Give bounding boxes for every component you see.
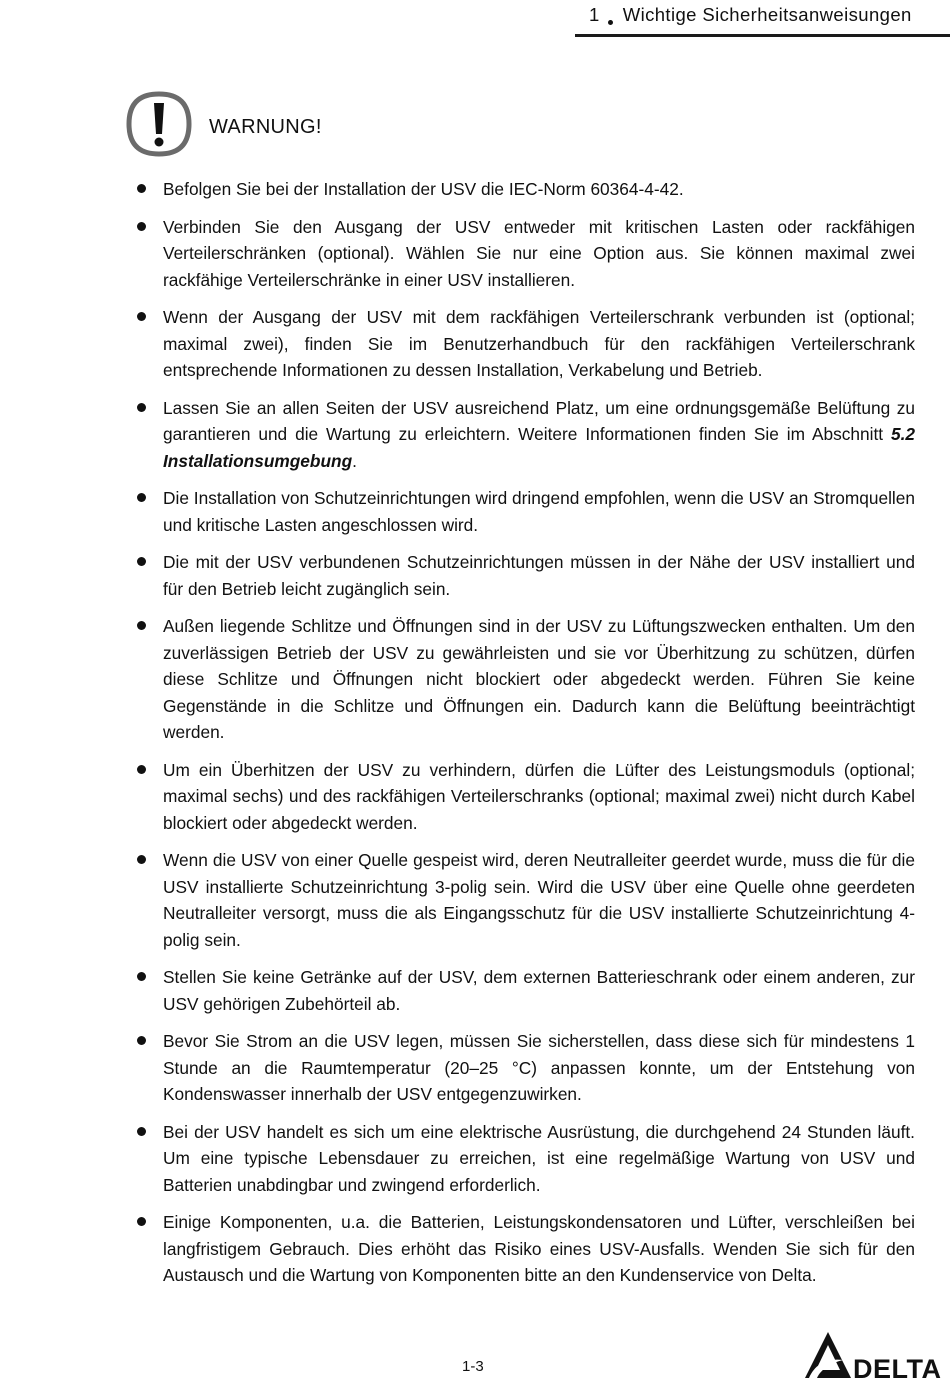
list-item [137, 1209, 915, 1289]
list-item-text: Einige Komponenten, u.a. die Batterien, Leistungskondensatoren und Lüfter, verschleißen bei langfristigem Gebrauch. Dies erhöht das Risiko eines USV-Ausfalls. Wenden Sie sich für den Austausch und die Wartung von Komponenten bitte an den Kundenservice von Delta. [163, 1212, 915, 1285]
bullet-icon [137, 557, 146, 566]
list-item [137, 613, 915, 746]
list-item-text: Die mit der USV verbundenen Schutzeinrichtungen müssen in der Nähe der USV installiert und für den Betrieb leicht zugänglich sein. [163, 552, 915, 599]
list-item [137, 847, 915, 953]
exclamation-warning-icon [126, 91, 192, 157]
bullet-icon [137, 855, 146, 864]
bullet-icon [137, 1217, 146, 1226]
list-item-text: Bei der USV handelt es sich um eine elektrische Ausrüstung, die durchgehend 24 Stunden läuft. Um eine typische Lebensdauer zu erreichen, ist eine regelmäßige Wartung von USV und Batterien unabdingbar und zwingend erforderlich. [163, 1121, 915, 1195]
list-item-text: Stellen Sie keine Getränke auf der USV, dem externen Batterieschrank oder einem anderen, zur USV gehörigen Zubehörteil ab. [163, 967, 915, 1014]
chapter-heading [589, 4, 912, 26]
bullet-icon [137, 403, 146, 412]
list-item-text: Bevor Sie Strom an die USV legen, müssen Sie sicherstellen, dass diese sich für mindestens 1 Stunde an die Raumtemperatur (20–25 °C) anpassen konnte, um der Entstehung von Kondenswasser innerhalb der USV entgegenzuwirken. [163, 1031, 915, 1104]
section-reference: 5.2 Installationsumgebung [163, 424, 915, 471]
bullet-icon [137, 493, 146, 502]
bullet-icon [137, 1127, 146, 1136]
chapter-number: 1 [589, 4, 600, 25]
bullet-icon [137, 1036, 146, 1045]
list-item-text: Befolgen Sie bei der Installation der USV die IEC-Norm 60364-4-42. [163, 179, 684, 199]
list-item [137, 176, 915, 203]
list-item-text: Wenn die USV von einer Quelle gespeist wird, deren Neutralleiter geerdet wurde, muss die für die USV installierte Schutzeinrichtung 3-polig sein. Wird die USV über eine Quelle ohne geerdeten Neutralleiter versorgt, muss die als Eingangsschutz für die USV installierte Schutzeinrichtung 4-polig sein. [163, 850, 915, 950]
list-item-text: Lassen Sie an allen Seiten der USV ausreichend Platz, um eine ordnungsgemäße Belüftung zu garantieren und die Wartung zu erleichtern. Weitere Informationen finden Sie im Abschnitt [163, 397, 915, 444]
list-item [137, 395, 915, 475]
bullet-icon [137, 312, 146, 321]
warning-label: WARNUNG! [209, 116, 322, 138]
list-item-text-end: . [352, 450, 357, 471]
chapter-separator-dot [608, 20, 613, 25]
bullet-icon [137, 972, 146, 981]
bullet-icon [137, 184, 146, 193]
list-item-text: Wenn der Ausgang der USV mit dem rackfähigen Verteilerschrank verbunden ist (optional; maximal zwei), finden Sie im Benutzerhandbuch für den rackfähigen Verteilerschrank entsprechende Informationen zu dessen Installation, Verkabelung und Betrieb. [163, 307, 915, 380]
delta-logo-text: DELTA [853, 1354, 942, 1384]
list-item-text: Außen liegende Schlitze und Öffnungen sind in der USV zu Lüftungszwecken enthalten. Um den zuverlässigen Betrieb der USV zu gewährleisten und sie vor Überhitzung zu schützen, dürfen diese Schlitze und Öffnungen nicht blockiert oder abgedeckt werden. Führen Sie keine Gegenstände in die Schlitze und Öffnungen ein. Dadurch kann die Belüftung beeinträchtigt werden. [163, 616, 915, 742]
list-item [137, 1028, 915, 1108]
list-item [137, 1119, 915, 1199]
list-item-text: Die Installation von Schutzeinrichtungen wird dringend empfohlen, wenn die USV an Stromquellen und kritische Lasten angeschlossen wird. [163, 488, 915, 535]
list-item [137, 757, 915, 837]
list-item [137, 485, 915, 538]
list-item [137, 549, 915, 602]
bullet-icon [137, 621, 146, 630]
list-item-text: Um ein Überhitzen der USV zu verhindern, dürfen die Lüfter des Leistungsmoduls (optional; maximal sechs) und des rackfähigen Verteilerschranks (optional; maximal zwei) nicht durch Kabel blockiert oder abgedeckt werden. [163, 759, 915, 833]
chapter-title: Wichtige Sicherheitsanweisungen [622, 4, 912, 25]
list-item [137, 214, 915, 294]
bullet-icon [137, 765, 146, 774]
list-item-text: Verbinden Sie den Ausgang der USV entweder mit kritischen Lasten oder rackfähigen Verteilerschränken (optional). Wählen Sie nur eine Option aus. Sie können maximal zwei rackfähige Verteilerschränke in einer USV installieren. [163, 216, 915, 290]
list-item [137, 964, 915, 1017]
safety-instructions-list [137, 176, 915, 1300]
delta-logo-icon [803, 1328, 950, 1385]
bullet-icon [137, 222, 146, 231]
page-number: 1-3 [462, 1358, 484, 1375]
page-header [575, 0, 950, 37]
list-item [137, 304, 915, 384]
